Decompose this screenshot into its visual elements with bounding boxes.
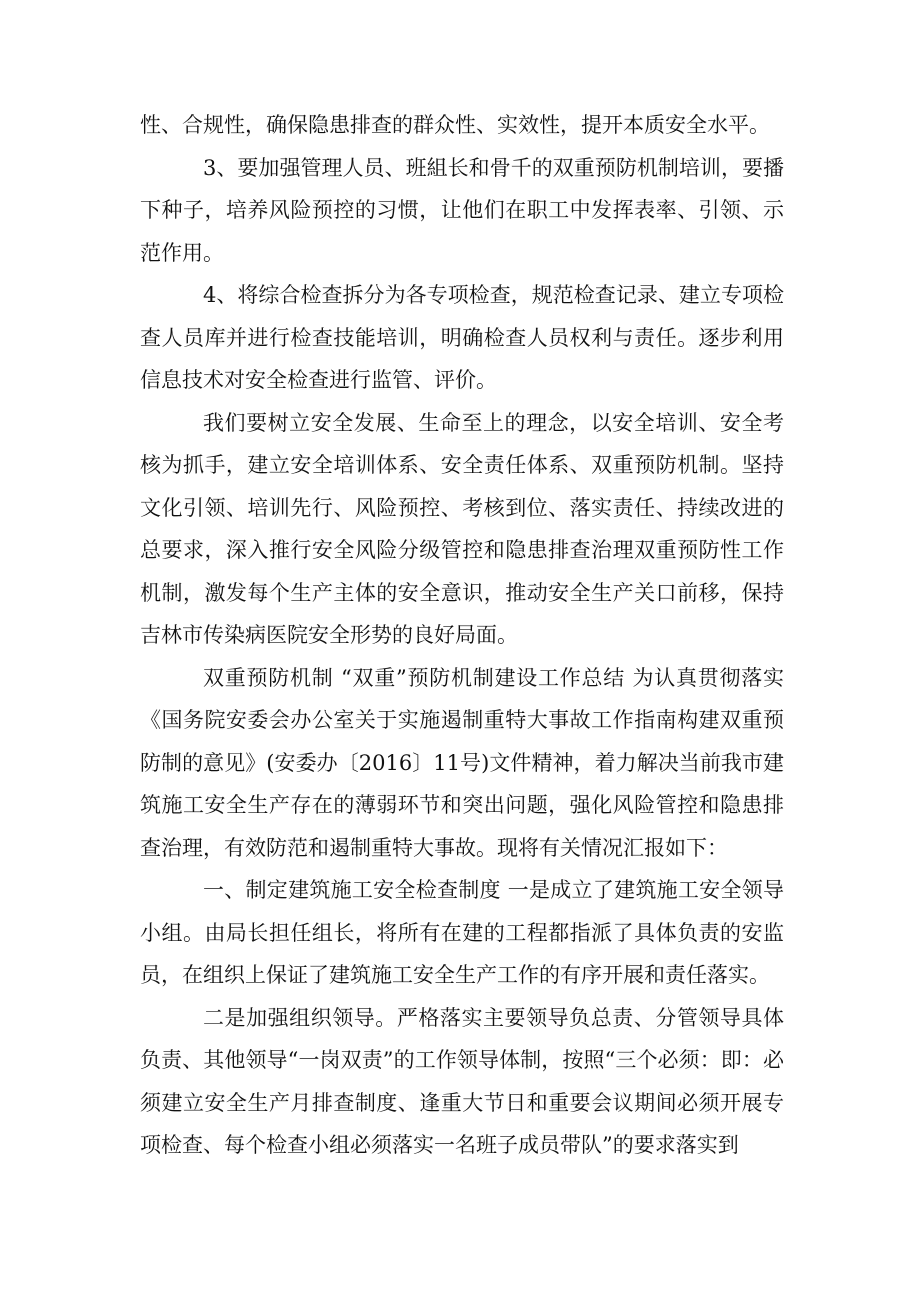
document-body <box>140 104 784 1167</box>
paragraph-section-1: 一、制定建筑施工安全检查制度 一是成立了建筑施工安全领导小组。由局长担任组长，将所有在建的工程都指派了具体负责的安监员，在组织上保证了建筑施工安全生产工作的有序开展和责任落实。 <box>140 878 784 987</box>
paragraph-item-3-training: 3、要加强管理人员、班組长和骨千的双重预防机制培训，要播下种子，培养风险预控的习惯，让他们在职工中发挥表率、引领、示范作用。 <box>140 155 784 265</box>
paragraph-leadership: 二是加强组织领导。严格落实主要领导负总责、分管领导具体负责、其他领导“一岗双责”的工作领导体制，按照“三个必须：即：必须建立安全生产月排查制度、逢重大节日和重要会议期间必须开展专项检查、每个检查小组必须落实一名班子成员带队”的要求落实到 <box>140 1005 784 1157</box>
paragraph-summary-intro: 双重预防机制 “双重”预防机制建设工作总结 为认真贯彻落实《国务院安委会办公室关于实施遏制重特大事故工作指南构建双重预防制的意见》(安委办〔2016〕11号)文件精神，着力解决当前我市建筑施工安全生产存在的薄弱环节和突出问题，强化风险管控和隐患排查治理，有效防范和遏制重特大事故。现将有关情况汇报如下： <box>140 665 784 860</box>
paragraph-item-4-inspection: 4、将综合检查拆分为各专项检查，规范检查记录、建立专项检查人员库并进行检查技能培训，明确检查人员权利与责任。逐步利用信息技术对安全检查进行监管、评价。 <box>140 283 784 392</box>
paragraph-continuation: 性、合规性，确保隐患排查的群众性、实效性，提开本质安全水平。 <box>140 113 770 137</box>
paragraph-safety-philosophy: 我们要树立安全发展、生命至上的理念，以安全培训、安全考核为抓手，建立安全培训体系、安全责任体系、双重预防机制。坚持文化引领、培训先行、风险预控、考核到位、落实责任、持续改进的总要求，深入推行安全风险分级管控和隐患排查治理双重预防性工作机制，激发每个生产主体的安全意识，推动安全生产关口前移，保持吉林市传染病医院安全形势的良好局面。 <box>140 410 784 647</box>
